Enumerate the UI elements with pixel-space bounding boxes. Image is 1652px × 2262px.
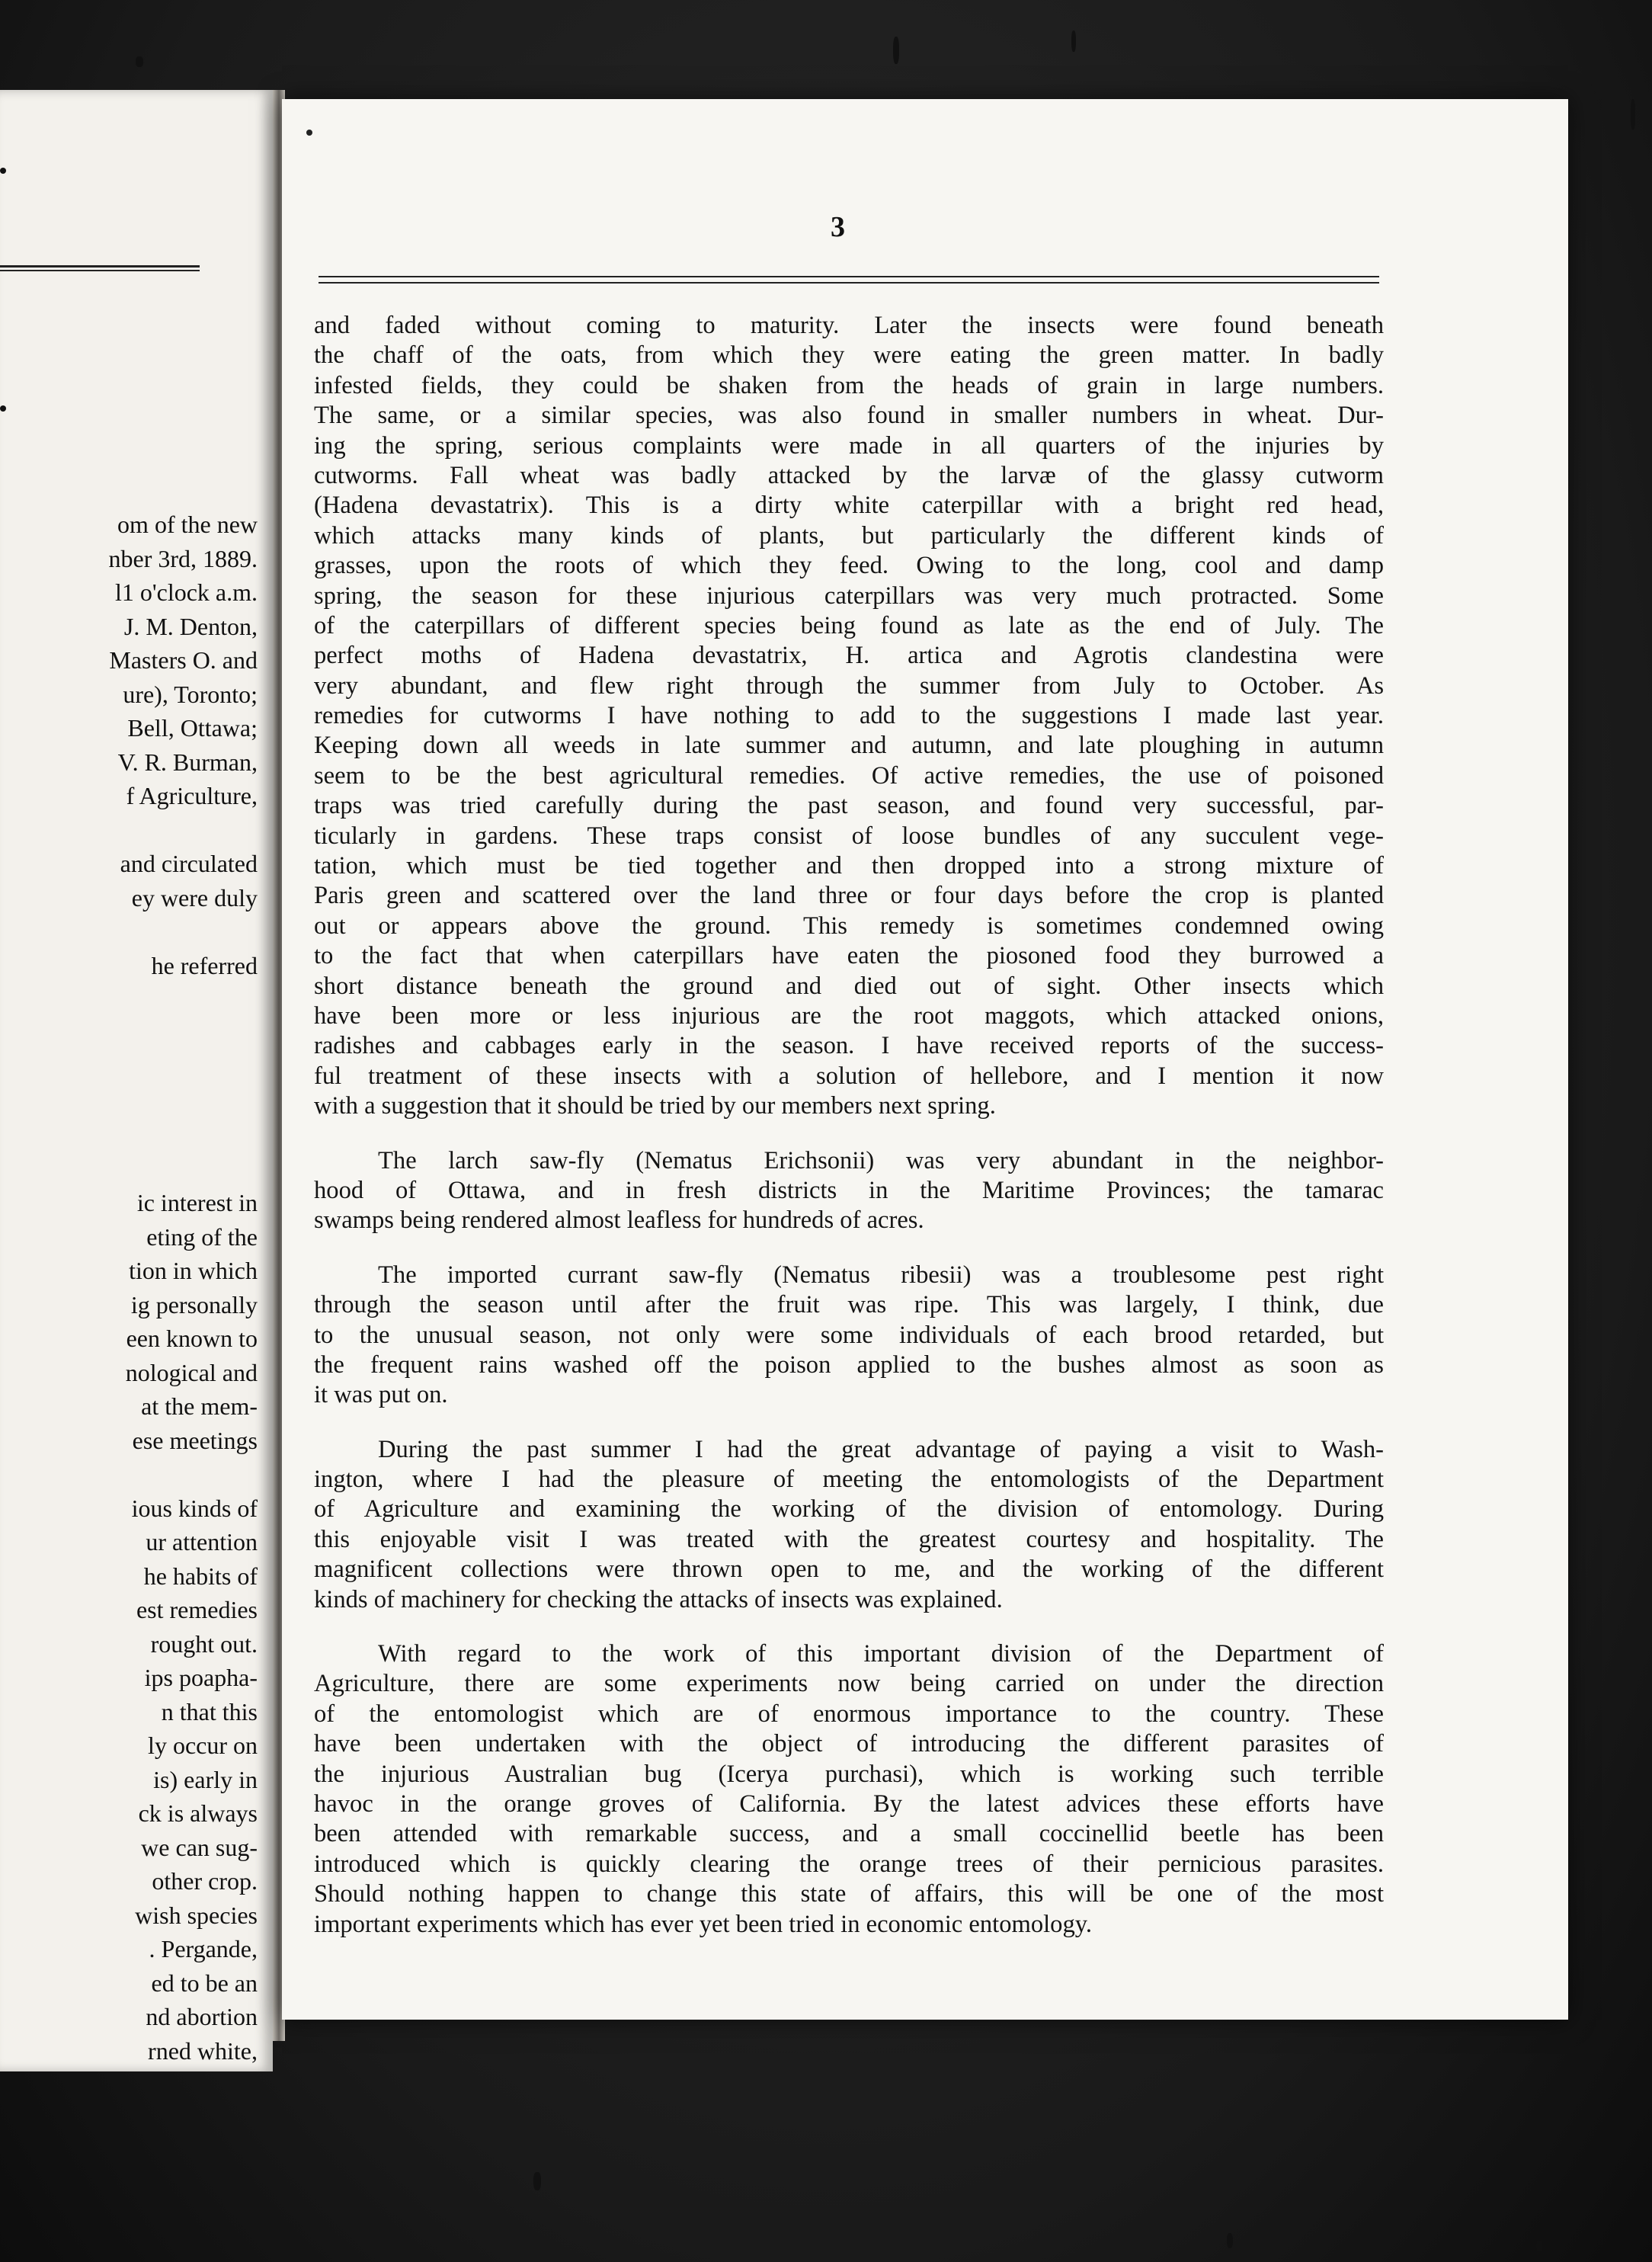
scan-speck [533, 2172, 541, 2190]
previous-page-line: V. R. Burman, [117, 748, 258, 776]
text-line: with a suggestion that it should be tried by our members next spring. [314, 1092, 996, 1120]
text-line: Keeping down all weeds in late summer and autumn, and late ploughing in autumn [314, 732, 1384, 760]
paragraph [314, 1435, 1384, 1615]
text-line: The same, or a similar species, was also found in smaller numbers in wheat. Dur- [314, 402, 1384, 430]
paragraph [314, 311, 1384, 1122]
text-line: perfect moths of Hadena devastatrix, H. artica and Agrotis clandestina were [314, 642, 1384, 670]
scan-speck [136, 56, 143, 67]
previous-page-line: J. M. Denton, [123, 612, 258, 640]
previous-page-line: nd abortion [146, 2003, 258, 2030]
text-line: cutworms. Fall wheat was badly attacked by the larvæ of the glassy cutworm [314, 461, 1384, 489]
previous-page-line: ic interest in [136, 1189, 258, 1216]
previous-page-line: ips poapha- [144, 1664, 258, 1691]
text-line: of the caterpillars of different species being found as late as the end of July. The [314, 611, 1384, 639]
text-line: very abundant, and flew right through the summer from July to October. As [314, 671, 1384, 700]
previous-page-line: nological and [125, 1358, 258, 1386]
text-line: (Hadena devastatrix). This is a dirty white caterpillar with a bright red head, [314, 492, 1384, 520]
previous-page-line: n that this [161, 1697, 258, 1725]
previous-page-line: we can sug- [141, 1833, 258, 1861]
previous-page-line: at the mem- [141, 1392, 258, 1420]
paragraph-gap [314, 1615, 1384, 1639]
text-line: to the fact that when caterpillars have eaten the piosoned food they burrowed a [314, 942, 1384, 970]
text-line: to the unusual season, not only were some individuals of each brood retarded, but [314, 1321, 1384, 1349]
paragraph-gap [314, 1411, 1384, 1435]
page-number: 3 [831, 211, 845, 243]
text-line: out or appears above the ground. This remedy is sometimes condemned owing [314, 912, 1384, 940]
previous-page-line: een known to [126, 1325, 258, 1352]
text-line: spring, the season for these injurious caterpillars was very much protracted. Some [314, 582, 1384, 610]
previous-page-line: ck is always [138, 1799, 258, 1827]
previous-page-line: Masters O. and [109, 646, 258, 674]
page-mark [0, 168, 6, 174]
previous-page-line: tion in which [129, 1257, 258, 1284]
page-dot [306, 130, 312, 136]
scan-speck [1071, 30, 1076, 52]
text-line: and faded without coming to maturity. Later the insects were found beneath [314, 312, 1384, 339]
text-line: ful treatment of these insects with a solution of hellebore, and I mention it now [314, 1062, 1384, 1090]
text-line: With regard to the work of this important division of the Department of [378, 1640, 1384, 1668]
previous-page-line: and circulated [120, 850, 258, 877]
previous-page-line: is) early in [153, 1765, 258, 1793]
text-line: radishes and cabbages early in the season. I have received reports of the success- [314, 1032, 1384, 1060]
text-line: the chaff of the oats, from which they were eating the green matter. In badly [314, 341, 1384, 370]
text-line: grasses, upon the roots of which they feed. Owing to the long, cool and damp [314, 552, 1384, 580]
text-line: ticularly in gardens. These traps consist of loose bundles of any succulent vege- [314, 822, 1384, 850]
text-line: Paris green and scattered over the land three or four days before the crop is planted [314, 882, 1384, 910]
previous-page-line: est remedies [136, 1596, 258, 1623]
text-line: important experiments which has ever yet been tried in economic entomology. [314, 1910, 1093, 1938]
text-line: seem to be the best agricultural remedies. Of active remedies, the use of poisoned [314, 761, 1384, 790]
previous-page-line: rned white, [148, 2036, 258, 2065]
text-line: ington, where I had the pleasure of meeting the entomologists of the Department [314, 1466, 1384, 1494]
section-rule [0, 265, 200, 268]
text-line: During the past summer I had the great advantage of paying a visit to Wash- [378, 1435, 1384, 1463]
text-line: Agriculture, there are some experiments now being carried on under the direction [314, 1670, 1384, 1698]
text-line: The larch saw-fly (Nematus Erichsonii) was very abundant in the neighbor- [378, 1146, 1384, 1174]
previous-page-line: ese meetings [132, 1426, 258, 1454]
previous-page-line: Bell, Ottawa; [127, 714, 258, 742]
text-line: hood of Ottawa, and in fresh districts in the Maritime Provinces; the tamarac [314, 1176, 1384, 1204]
text-line: traps was tried carefully during the past season, and found very successful, par- [314, 792, 1384, 820]
text-line: which attacks many kinds of plants, but particularly the different kinds of [314, 521, 1384, 549]
text-line: remedies for cutworms I have nothing to add to the suggestions I made last year. [314, 702, 1384, 730]
previous-page-line: om of the new [117, 511, 258, 538]
scan-speck [893, 37, 899, 64]
previous-page-line: ig personally [130, 1290, 258, 1318]
previous-page-line: f Agriculture, [126, 782, 258, 809]
previous-page-line: he referred [151, 951, 258, 979]
page-mark [0, 405, 6, 412]
scan-speck [1631, 99, 1635, 130]
text-line: this enjoyable visit I was treated with the greatest courtesy and hospitality. The [314, 1525, 1384, 1553]
previous-page-line: wish species [135, 1901, 258, 1929]
text-line: been attended with remarkable success, and a small coccinellid beetle has been [314, 1820, 1384, 1848]
text-line: tation, which must be tied together and then dropped into a strong mixture of [314, 852, 1384, 880]
header-rule [319, 276, 1379, 277]
previous-page-line: nber 3rd, 1889. [108, 544, 258, 572]
previous-page-line: he habits of [143, 1562, 258, 1590]
previous-page-line: ious kinds of [131, 1494, 258, 1522]
previous-page-line: other crop. [152, 1867, 258, 1895]
text-line: have been more or less injurious are the root maggots, which attacked onions, [314, 1001, 1384, 1030]
text-line: have been undertaken with the object of introducing the different parasites of [314, 1730, 1384, 1758]
previous-page-line: rought out. [150, 1629, 258, 1658]
text-line: of Agriculture and examining the working of the division of entomology. During [314, 1495, 1384, 1523]
previous-page-line: l1 o'clock a.m. [114, 578, 258, 606]
text-line: the frequent rains washed off the poison applied to the bushes almost as soon as [314, 1350, 1384, 1379]
text-line: havoc in the orange groves of California. By the latest advices these efforts have [314, 1789, 1384, 1818]
paragraph-gap [314, 1236, 1384, 1261]
text-line: of the entomologist which are of enormous importance to the country. These [314, 1700, 1384, 1728]
text-line: kinds of machinery for checking the attacks of insects was explained. [314, 1585, 1003, 1613]
text-line: magnificent collections were thrown open to me, and the working of the different [314, 1556, 1384, 1584]
section-rule-thin [0, 270, 200, 271]
previous-page-line: ey were duly [131, 883, 258, 912]
previous-page-line: ur attention [146, 1528, 258, 1556]
text-line: swamps being rendered almost leafless for hundreds of acres. [314, 1206, 924, 1235]
previous-page-line: ly occur on [148, 1732, 258, 1759]
text-line: introduced which is quickly clearing the orange trees of their pernicious parasites. [314, 1850, 1384, 1878]
previous-page-line: . Pergande, [149, 1935, 258, 1962]
paragraph [314, 1261, 1384, 1411]
text-line: Should nothing happen to change this state of affairs, this will be one of the most [314, 1880, 1384, 1908]
scan-speck [1227, 2233, 1233, 2248]
paragraph-gap [314, 1122, 1384, 1146]
previous-page-fragment [0, 90, 273, 2071]
text-line: short distance beneath the ground and died out of sight. Other insects which [314, 972, 1384, 1000]
text-line: through the season until after the fruit was ripe. This was largely, I think, due [314, 1291, 1384, 1319]
previous-page-line: eting of the [146, 1222, 258, 1251]
text-line: ing the spring, serious complaints were made in all quarters of the injuries by [314, 431, 1384, 460]
previous-page-line: ure), Toronto; [123, 680, 258, 708]
header-rule-thin [319, 282, 1379, 284]
text-line: infested fields, they could be shaken from the heads of grain in large numbers. [314, 371, 1384, 399]
previous-page-line: ed to be an [151, 1969, 258, 1997]
paragraph [314, 1146, 1384, 1236]
text-line: it was put on. [314, 1381, 448, 1409]
scan-speck [1536, 2241, 1542, 2251]
text-line: the injurious Australian bug (Icerya purchasi), which is working such terrible [314, 1760, 1384, 1788]
paragraph [314, 1639, 1384, 1940]
page-body-text [314, 311, 1384, 1940]
text-line: The imported currant saw-fly (Nematus ribesii) was a troublesome pest right [378, 1261, 1384, 1289]
